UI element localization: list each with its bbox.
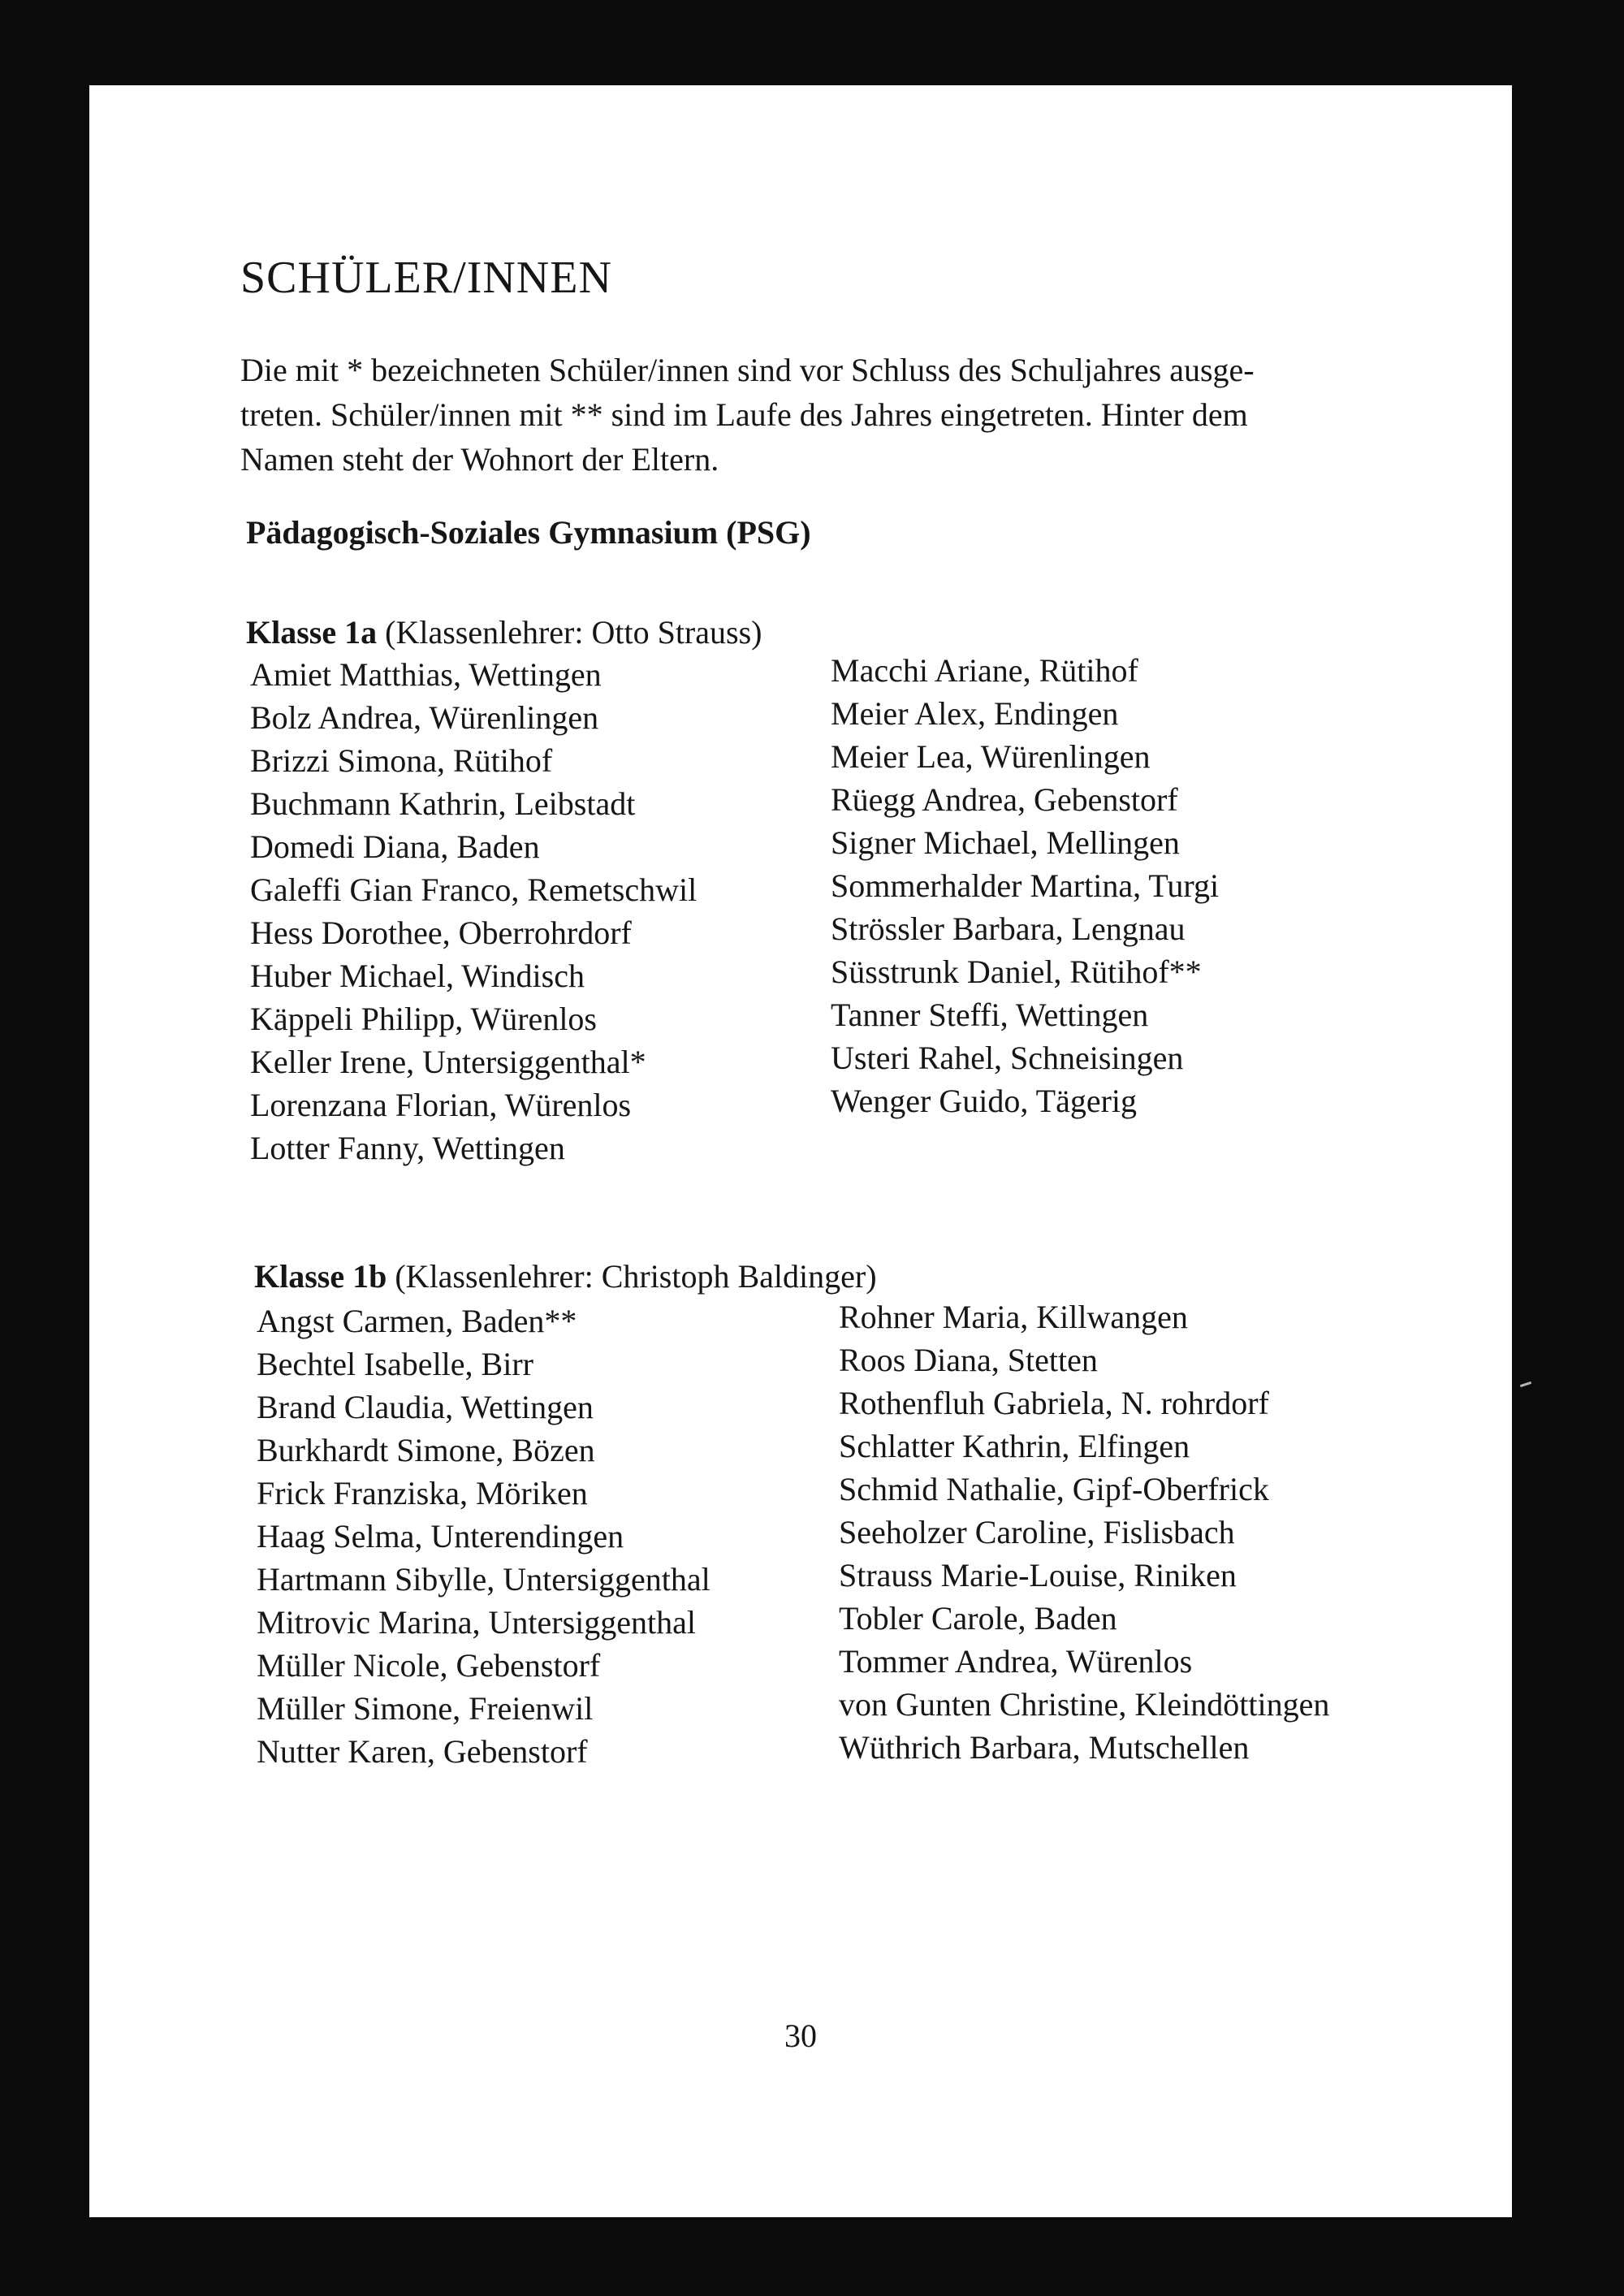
student-entry: Frick Franziska, Möriken (257, 1475, 588, 1511)
class-teacher: (Klassenlehrer: Otto Strauss) (385, 614, 762, 651)
student-entry: Meier Lea, Würenlingen (831, 738, 1151, 775)
student-entry: Käppeli Philipp, Würenlos (250, 1001, 597, 1037)
student-entry: Müller Simone, Freienwil (257, 1690, 594, 1727)
student-entry: Nutter Karen, Gebenstorf (257, 1733, 588, 1770)
student-entry: Hess Dorothee, Oberrohrdorf (250, 915, 632, 951)
class-1b-heading (254, 1257, 877, 1295)
student-entry: Huber Michael, Windisch (250, 958, 585, 994)
student-entry: Schlatter Kathrin, Elfingen (839, 1428, 1190, 1464)
student-entry: Brand Claudia, Wettingen (257, 1389, 594, 1425)
page-number: 30 (784, 2017, 817, 2054)
student-entry: von Gunten Christine, Kleindöttingen (839, 1686, 1330, 1723)
class-1a-heading (246, 613, 762, 651)
student-entry: Rohner Maria, Killwangen (839, 1299, 1188, 1335)
student-entry: Strössler Barbara, Lengnau (831, 910, 1186, 947)
student-entry: Schmid Nathalie, Gipf-Oberfrick (839, 1471, 1269, 1507)
student-entry: Angst Carmen, Baden** (257, 1303, 577, 1339)
document-page (89, 85, 1512, 2217)
class-1a-right-column (831, 649, 1219, 1122)
student-entry: Burkhardt Simone, Bözen (257, 1432, 595, 1468)
school-heading: Pädagogisch-Soziales Gymnasium (PSG) (246, 514, 811, 551)
student-entry: Meier Alex, Endingen (831, 695, 1119, 732)
student-entry: Rothenfluh Gabriela, N. rohrdorf (839, 1385, 1269, 1421)
student-entry: Haag Selma, Unterendingen (257, 1518, 624, 1554)
class-teacher: (Klassenlehrer: Christoph Baldinger) (395, 1258, 877, 1295)
student-entry: Buchmann Kathrin, Leibstadt (250, 785, 636, 822)
class-1a-left-column (250, 653, 697, 1170)
student-entry: Müller Nicole, Gebenstorf (257, 1647, 601, 1684)
intro-line: treten. Schüler/innen mit ** sind im Laufe des Jahres eingetreten. Hinter dem (240, 396, 1248, 433)
class-label: Klasse 1b (254, 1258, 387, 1295)
student-entry: Seeholzer Caroline, Fislisbach (839, 1514, 1235, 1550)
student-entry: Wenger Guido, Tägerig (831, 1083, 1138, 1119)
student-entry: Usteri Rahel, Schneisingen (831, 1040, 1184, 1076)
student-entry: Lorenzana Florian, Würenlos (250, 1087, 632, 1123)
student-entry: Hartmann Sibylle, Untersiggenthal (257, 1561, 710, 1598)
student-entry: Macchi Ariane, Rütihof (831, 652, 1138, 689)
student-entry: Süsstrunk Daniel, Rütihof** (831, 953, 1202, 990)
class-1b-left-column (257, 1299, 710, 1773)
scan-speck (1520, 1381, 1531, 1387)
student-entry: Tobler Carole, Baden (839, 1600, 1117, 1637)
student-entry: Lotter Fanny, Wettingen (250, 1130, 565, 1166)
intro-line: Namen steht der Wohnort der Eltern. (240, 441, 719, 478)
student-entry: Roos Diana, Stetten (839, 1342, 1098, 1378)
student-entry: Signer Michael, Mellingen (831, 824, 1180, 861)
class-1b-right-column (839, 1295, 1329, 1769)
student-entry: Bolz Andrea, Würenlingen (250, 699, 599, 736)
student-entry: Amiet Matthias, Wettingen (250, 656, 602, 693)
class-label: Klasse 1a (246, 614, 378, 651)
student-entry: Sommerhalder Martina, Turgi (831, 867, 1220, 904)
student-entry: Brizzi Simona, Rütihof (250, 742, 553, 779)
student-entry: Bechtel Isabelle, Birr (257, 1346, 533, 1382)
student-entry: Domedi Diana, Baden (250, 828, 540, 865)
page-title: SCHÜLER/INNEN (240, 253, 612, 303)
student-entry: Wüthrich Barbara, Mutschellen (839, 1729, 1250, 1766)
student-entry: Tanner Steffi, Wettingen (831, 997, 1149, 1033)
student-entry: Rüegg Andrea, Gebenstorf (831, 781, 1178, 818)
intro-paragraph (240, 348, 1393, 482)
intro-line: Die mit * bezeichneten Schüler/innen sind vor Schluss des Schuljahres ausge- (240, 352, 1255, 388)
student-entry: Galeffi Gian Franco, Remetschwil (250, 871, 698, 908)
student-entry: Tommer Andrea, Würenlos (839, 1643, 1193, 1680)
student-entry: Strauss Marie-Louise, Riniken (839, 1557, 1237, 1593)
student-entry: Mitrovic Marina, Untersiggenthal (257, 1604, 696, 1641)
student-entry: Keller Irene, Untersiggenthal* (250, 1044, 646, 1080)
